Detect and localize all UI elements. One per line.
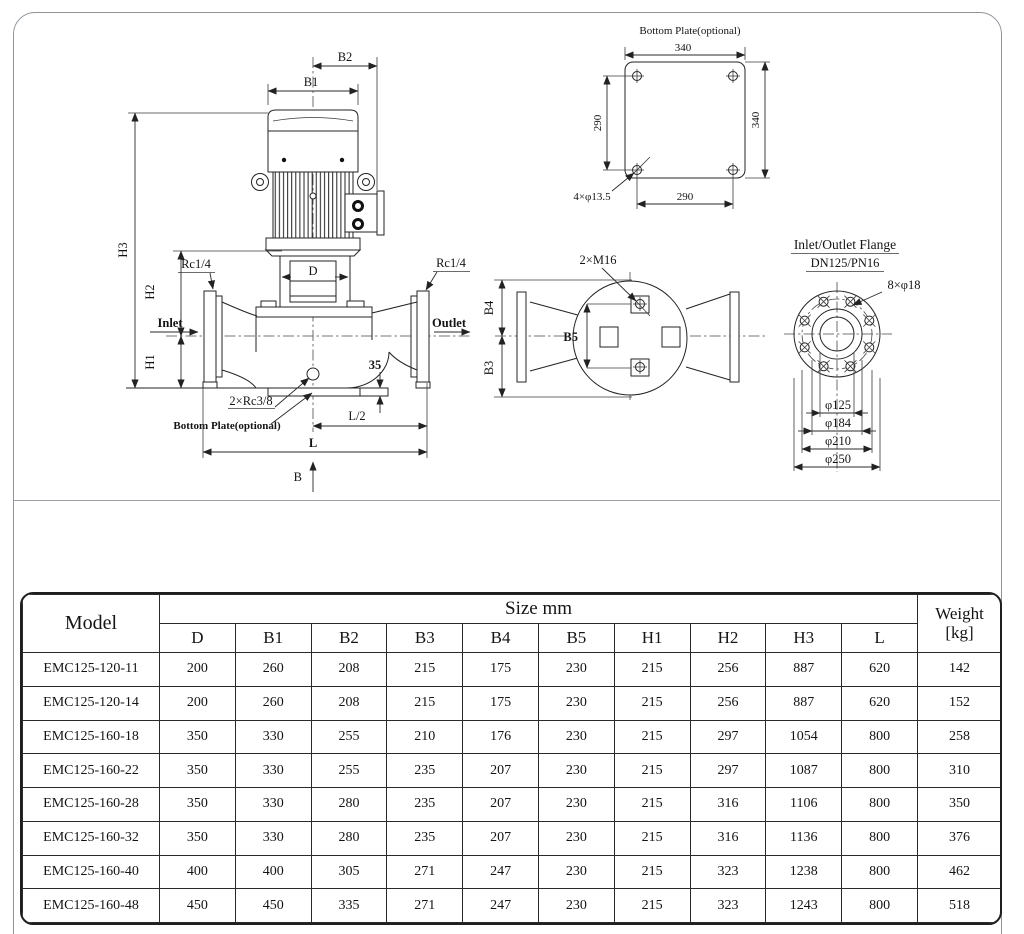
size-cell: 1238 (766, 855, 842, 889)
label-rc14-left: Rc1/4 (181, 257, 211, 271)
size-cell: 280 (311, 788, 387, 822)
top-view-drawing (482, 253, 768, 402)
size-cell: 323 (690, 855, 766, 889)
size-cell: 330 (235, 720, 311, 754)
size-cell: 215 (614, 686, 690, 720)
size-cell: 335 (311, 889, 387, 923)
size-cell: 235 (387, 788, 463, 822)
flange-subtitle: DN125/PN16 (810, 256, 880, 270)
size-cell: 230 (538, 720, 614, 754)
flange-dim-184: φ184 (825, 416, 851, 430)
label-d: D (308, 264, 318, 278)
weight-header (918, 595, 1002, 653)
weight-cell: 376 (918, 821, 1002, 855)
flange-bolt-callout: 8×φ18 (887, 278, 921, 292)
motor (252, 110, 385, 256)
size-cell: 1054 (766, 720, 842, 754)
size-cell: 330 (235, 788, 311, 822)
col-b3: B3 (387, 624, 463, 653)
size-cell: 230 (538, 754, 614, 788)
size-cell: 350 (160, 821, 236, 855)
size-cell: 215 (614, 788, 690, 822)
size-cell: 450 (235, 889, 311, 923)
plate-outline (625, 62, 745, 178)
size-cell: 215 (614, 754, 690, 788)
size-cell: 350 (160, 788, 236, 822)
col-b2: B2 (311, 624, 387, 653)
size-cell: 271 (387, 855, 463, 889)
size-cell: 400 (160, 855, 236, 889)
size-cell: 235 (387, 821, 463, 855)
plate-holes-callout: 4×φ13.5 (573, 191, 611, 203)
col-b5: B5 (538, 624, 614, 653)
label-m16: 2×M16 (579, 253, 617, 267)
label-l: L (308, 436, 318, 450)
bottom-plate-title: Bottom Plate(optional) (639, 25, 741, 37)
dimension-table (22, 594, 1002, 923)
table-row (23, 754, 1002, 788)
size-cell: 316 (690, 788, 766, 822)
label-b2: B2 (337, 50, 353, 64)
col-l: L (842, 624, 918, 653)
model-cell: EMC125-160-48 (23, 889, 160, 923)
size-columns-row (23, 624, 1002, 653)
label-h1: H1 (143, 354, 157, 370)
size-cell: 1106 (766, 788, 842, 822)
size-cell: 207 (463, 754, 539, 788)
plate-dim-right: 340 (750, 111, 762, 129)
model-header: Model (23, 595, 160, 653)
col-d: D (160, 624, 236, 653)
size-cell: 230 (538, 889, 614, 923)
size-cell: 255 (311, 754, 387, 788)
table-row (23, 653, 1002, 687)
size-cell: 800 (842, 720, 918, 754)
size-cell: 350 (160, 720, 236, 754)
size-cell: 215 (614, 889, 690, 923)
size-cell: 330 (235, 754, 311, 788)
label-b1: B1 (303, 75, 319, 89)
table-row (23, 889, 1002, 923)
lifting-eye-left (252, 174, 269, 191)
size-cell: 207 (463, 821, 539, 855)
flange-dim-125: φ125 (825, 398, 851, 412)
weight-cell: 462 (918, 855, 1002, 889)
size-cell: 230 (538, 653, 614, 687)
label-outlet: Outlet (431, 316, 467, 330)
table-row (23, 720, 1002, 754)
weight-cell: 258 (918, 720, 1002, 754)
size-cell: 271 (387, 889, 463, 923)
label-b: B (293, 470, 302, 484)
motor-fins (273, 172, 353, 238)
size-cell: 260 (235, 686, 311, 720)
size-cell: 323 (690, 889, 766, 923)
top-view-flange-left (517, 292, 526, 382)
label-b3: B3 (482, 360, 496, 376)
size-cell: 247 (463, 889, 539, 923)
flange-dim-210: φ210 (825, 434, 851, 448)
size-cell: 887 (766, 686, 842, 720)
size-cell: 800 (842, 821, 918, 855)
table-row (23, 855, 1002, 889)
size-cell: 255 (311, 720, 387, 754)
col-h1: H1 (614, 624, 690, 653)
size-cell: 620 (842, 686, 918, 720)
size-cell: 207 (463, 788, 539, 822)
outlet-flange (417, 291, 429, 382)
top-view-flange-right (730, 292, 739, 382)
model-cell: EMC125-160-40 (23, 855, 160, 889)
size-cell: 200 (160, 653, 236, 687)
pump-coupling (280, 256, 350, 307)
size-cell: 176 (463, 720, 539, 754)
model-cell: EMC125-120-14 (23, 686, 160, 720)
label-h2: H2 (143, 284, 157, 300)
size-cell: 800 (842, 889, 918, 923)
label-h3: H3 (116, 242, 130, 258)
weight-cell: 518 (918, 889, 1002, 923)
pump-casing (126, 291, 430, 396)
size-cell: 256 (690, 653, 766, 687)
bottom-plate-view (573, 25, 770, 209)
label-l-half: L/2 (348, 409, 366, 423)
model-cell: EMC125-160-18 (23, 720, 160, 754)
table-row (23, 821, 1002, 855)
size-cell: 175 (463, 686, 539, 720)
label-inlet: Inlet (157, 316, 183, 330)
table-row (23, 788, 1002, 822)
col-b1: B1 (235, 624, 311, 653)
size-header: Size mm (160, 595, 918, 624)
label-bottom-plate: Bottom Plate(optional) (173, 420, 281, 432)
size-cell: 215 (387, 686, 463, 720)
size-cell: 280 (311, 821, 387, 855)
size-cell: 215 (387, 653, 463, 687)
size-cell: 260 (235, 653, 311, 687)
size-cell: 1136 (766, 821, 842, 855)
flange-dim-250: φ250 (825, 452, 851, 466)
weight-cell: 142 (918, 653, 1002, 687)
spec-table (20, 592, 1002, 925)
size-cell: 256 (690, 686, 766, 720)
label-35: 35 (368, 358, 382, 372)
label-rc14-right: Rc1/4 (436, 256, 466, 270)
size-cell: 297 (690, 754, 766, 788)
col-h3: H3 (766, 624, 842, 653)
size-cell: 215 (614, 855, 690, 889)
size-cell: 316 (690, 821, 766, 855)
weight-cell: 350 (918, 788, 1002, 822)
inlet-flange (204, 291, 216, 382)
size-cell: 210 (387, 720, 463, 754)
size-cell: 350 (160, 754, 236, 788)
lifting-eye-right (358, 174, 375, 191)
weight-cell: 152 (918, 686, 1002, 720)
plate-dim-top: 340 (674, 42, 692, 54)
size-cell: 215 (614, 720, 690, 754)
table-body (23, 653, 1002, 923)
size-cell: 200 (160, 686, 236, 720)
size-cell: 230 (538, 821, 614, 855)
size-cell: 230 (538, 686, 614, 720)
size-cell: 305 (311, 855, 387, 889)
model-cell: EMC125-120-11 (23, 653, 160, 687)
label-b5: B5 (563, 330, 578, 344)
size-cell: 208 (311, 686, 387, 720)
size-cell: 1243 (766, 889, 842, 923)
size-cell: 330 (235, 821, 311, 855)
model-cell: EMC125-160-22 (23, 754, 160, 788)
plate-dim-bottom: 290 (676, 191, 694, 203)
size-cell: 620 (842, 653, 918, 687)
col-b4: B4 (463, 624, 539, 653)
weight-cell: 310 (918, 754, 1002, 788)
size-cell: 297 (690, 720, 766, 754)
size-cell: 800 (842, 788, 918, 822)
bottom-plate (268, 388, 388, 396)
label-rc38: 2×Rc3/8 (229, 394, 273, 408)
weight-unit: [kg] (945, 622, 974, 642)
size-cell: 247 (463, 855, 539, 889)
size-cell: 230 (538, 855, 614, 889)
plate-dim-left: 290 (592, 114, 604, 132)
size-cell: 450 (160, 889, 236, 923)
size-cell: 235 (387, 754, 463, 788)
size-cell: 800 (842, 754, 918, 788)
size-cell: 175 (463, 653, 539, 687)
flange-title: Inlet/Outlet Flange (793, 237, 897, 252)
front-view-drawing (116, 50, 472, 492)
size-cell: 887 (766, 653, 842, 687)
size-cell: 208 (311, 653, 387, 687)
size-cell: 800 (842, 855, 918, 889)
size-cell: 400 (235, 855, 311, 889)
table-row (23, 686, 1002, 720)
weight-label: Weight (935, 603, 984, 623)
size-cell: 215 (614, 653, 690, 687)
flange-view (784, 237, 921, 472)
size-cell: 215 (614, 821, 690, 855)
model-cell: EMC125-160-32 (23, 821, 160, 855)
size-cell: 1087 (766, 754, 842, 788)
model-cell: EMC125-160-28 (23, 788, 160, 822)
col-h2: H2 (690, 624, 766, 653)
label-b4: B4 (482, 300, 496, 316)
size-cell: 230 (538, 788, 614, 822)
